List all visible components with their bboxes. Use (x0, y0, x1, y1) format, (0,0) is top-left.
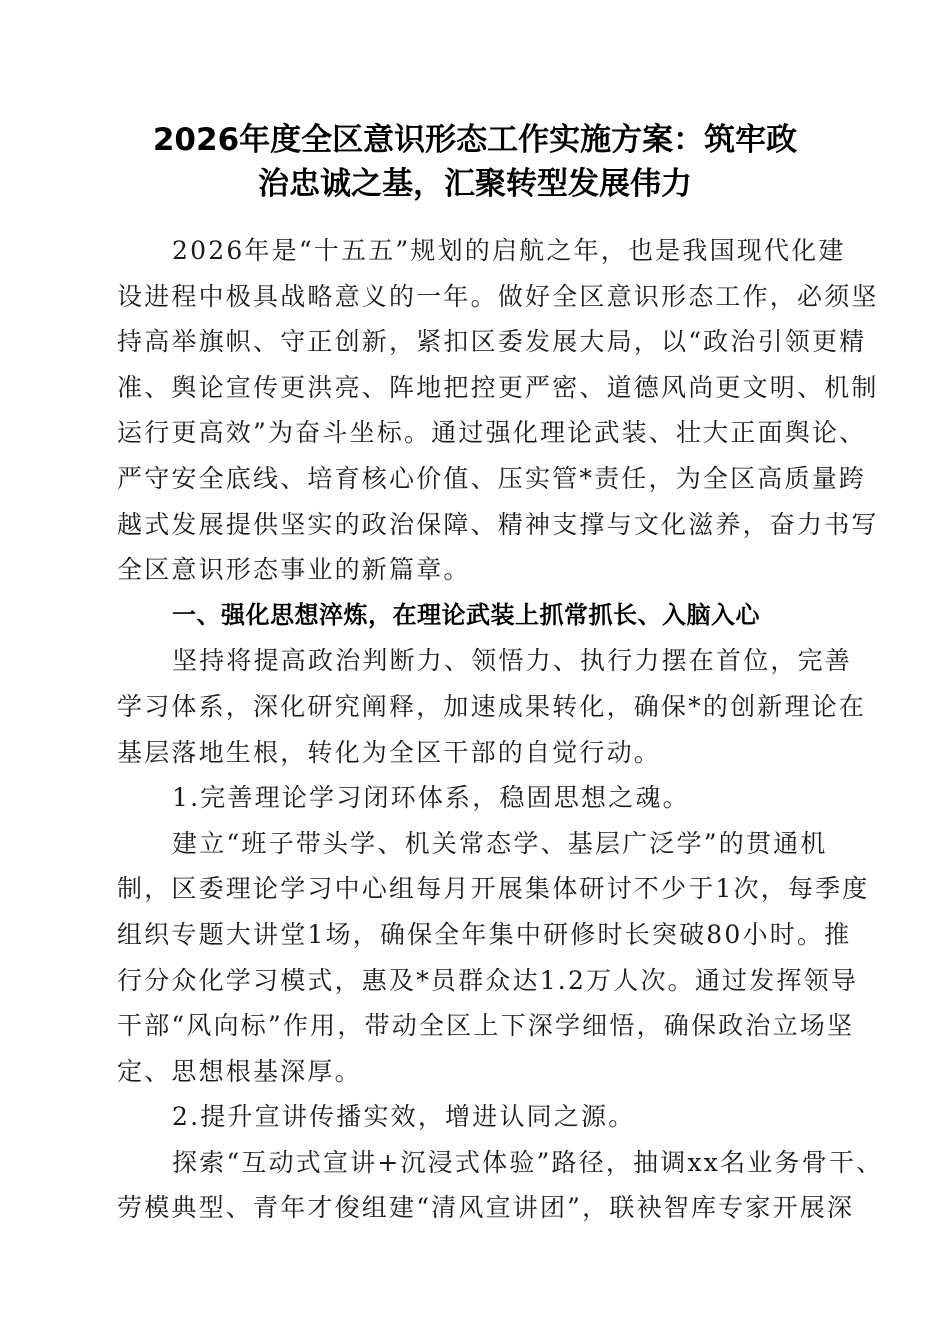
paragraph-line: 探索“互动式宣讲+沉浸式体验”路径，抽调xx名业务骨干、 (172, 1147, 884, 1177)
paragraph-line: 越式发展提供坚实的政治保障、精神支撑与文化滋养，奋力书写 (117, 509, 879, 539)
subheading-text: 1.完善理论学习闭环体系，稳固思想之魂。 (172, 783, 690, 813)
title-line-2: 治忠诚之基，汇聚转型发展伟力 (258, 166, 692, 202)
paragraph-line: 建立“班子带头学、机关常态学、基层广泛学”的贯通机 (172, 828, 828, 858)
paragraph-line: 设进程中极具战略意义的一年。做好全区意识形态工作，必须坚 (117, 281, 879, 311)
subsection-2-paragraph (117, 1140, 884, 1231)
title-line-1: 2026年度全区意识形态工作实施方案：筑牢政 (152, 122, 798, 158)
document-title (0, 118, 950, 206)
section-heading-text: 一、强化思想淬炼，在理论武装上抓常抓长、入脑入心 (172, 600, 760, 629)
paragraph-line: 劳模典型、青年才俊组建“清风宣讲团”，联袂智库专家开展深 (117, 1193, 855, 1223)
paragraph-line: 坚持将提高政治判断力、领悟力、执行力摆在首位，完善 (172, 646, 853, 676)
document-body (117, 228, 884, 1231)
subheading-text: 2.提升宣讲传播实效，增进认同之源。 (172, 1102, 636, 1132)
section-1-paragraph (117, 638, 867, 775)
paragraph-line: 全区意识形态事业的新篇章。 (117, 555, 471, 585)
paragraph-line: 持高举旗帜、守正创新，紧扣区委发展大局，以“政治引领更精 (117, 327, 867, 357)
paragraph-line: 组织专题大讲堂1场，确保全年集中研修时长突破80小时。推 (117, 919, 852, 949)
paragraph-line: 运行更高效”为奋斗坐标。通过强化理论武装、壮大正面舆论、 (117, 418, 867, 448)
paragraph-line: 定、思想根基深厚。 (117, 1056, 362, 1086)
subsection-1-paragraph (117, 821, 870, 1095)
paragraph-line: 严守安全底线、培育核心价值、压实管*责任，为全区高质量跨 (117, 463, 867, 493)
paragraph-line: 基层落地生根，转化为全区干部的自觉行动。 (117, 737, 662, 767)
subheading-2 (117, 1094, 857, 1140)
subheading-1 (117, 775, 857, 821)
paragraph-line: 学习体系，深化研究阐释，加速成果转化，确保*的创新理论在 (117, 691, 867, 721)
paragraph-line: 准、舆论宣传更洪亮、阵地把控更严密、道德风尚更文明、机制 (117, 372, 879, 402)
paragraph-line: 制，区委理论学习中心组每月开展集体研讨不少于1次，每季度 (117, 874, 870, 904)
section-heading-1 (117, 593, 857, 639)
paragraph-line: 2026年是“十五五”规划的启航之年，也是我国现代化建 (172, 236, 846, 265)
intro-paragraph (117, 228, 879, 593)
paragraph-line: 行分众化学习模式，惠及*员群众达1.2万人次。通过发挥领导 (117, 965, 859, 995)
paragraph-line: 干部“风向标”作用，带动全区上下深学细悟，确保政治立场坚 (117, 1011, 855, 1041)
